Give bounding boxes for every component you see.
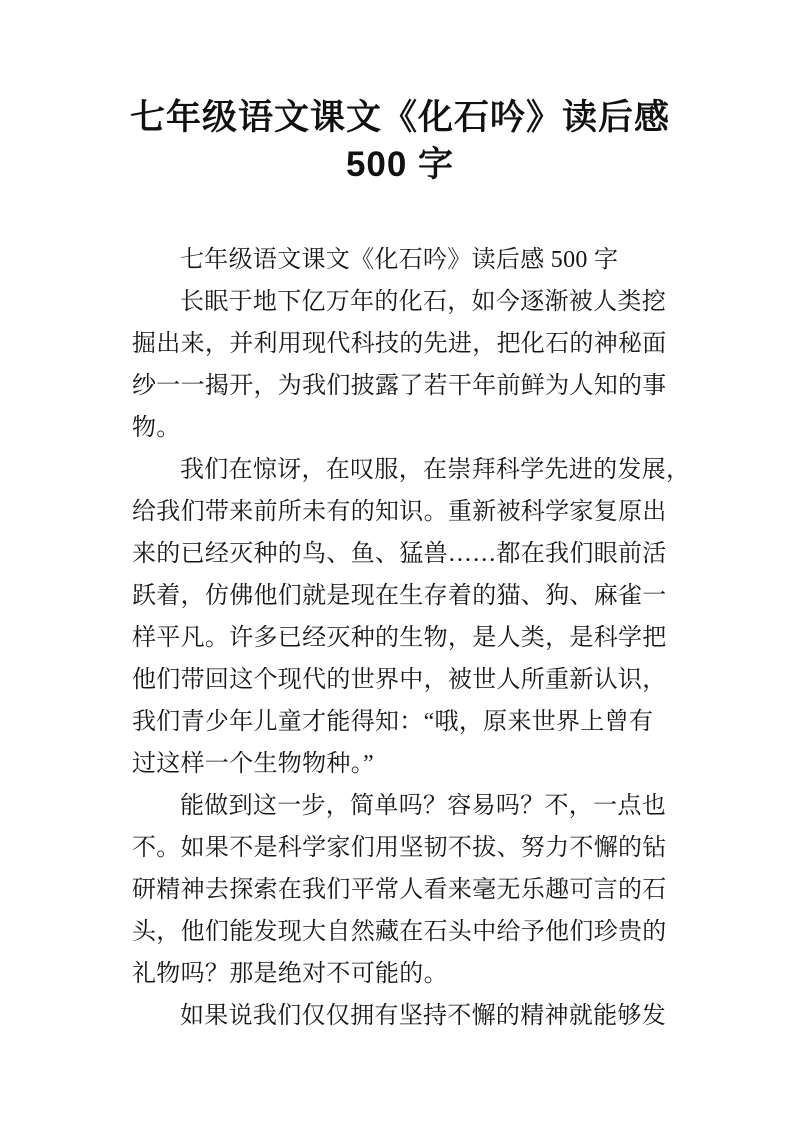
text-line: 掘出来，并利用现代科技的先进，把化石的神秘面: [132, 331, 667, 357]
text-line: 物。: [132, 415, 181, 441]
text-line: 过这样一个生物物种。”: [132, 751, 374, 777]
paragraph: [132, 785, 666, 995]
text-line: 礼物吗？那是绝对不可能的。: [132, 961, 448, 987]
text-line: 研精神去探索在我们平常人看来毫无乐趣可言的石: [132, 877, 667, 903]
text-line: 纱一一揭开，为我们披露了若干年前鲜为人知的事: [132, 373, 667, 399]
text-line: 不。如果不是科学家们用坚韧不拔、努力不懈的钻: [132, 835, 667, 861]
text-line: 能做到这一步，简单吗？容易吗？不，一点也: [180, 793, 666, 819]
text-line: 给我们带来前所未有的知识。重新被科学家复原出: [132, 499, 667, 525]
paragraph: [132, 281, 666, 449]
text-line: 七年级语文课文《化石吟》读后感 500 字: [180, 247, 619, 273]
paragraph: [132, 449, 691, 785]
title-line-2: 500 字: [345, 145, 455, 184]
title-line-1: 七年级语文课文《化石吟》读后感: [129, 98, 670, 137]
document-title: [0, 94, 800, 188]
document-body: [132, 239, 691, 1037]
text-line: 样平凡。许多已经灭种的生物，是人类，是科学把: [132, 625, 667, 651]
paragraph: [132, 995, 666, 1037]
text-line: 长眠于地下亿万年的化石，如今逐渐被人类挖: [180, 289, 666, 315]
text-line: 来的已经灭种的鸟、鱼、猛兽……都在我们眼前活: [132, 541, 667, 567]
text-line: 他们带回这个现代的世界中，被世人所重新认识，: [132, 667, 667, 693]
text-line: 如果说我们仅仅拥有坚持不懈的精神就能够发: [180, 1003, 666, 1029]
paragraph: [132, 239, 666, 281]
text-line: 我们青少年儿童才能得知：“哦，原来世界上曾有: [132, 709, 654, 735]
text-line: 头，他们能发现大自然藏在石头中给予他们珍贵的: [132, 919, 667, 945]
text-line: 我们在惊讶，在叹服，在崇拜科学先进的发展，: [180, 457, 691, 483]
text-line: 跃着，仿佛他们就是现在生存着的猫、狗、麻雀一: [132, 583, 667, 609]
